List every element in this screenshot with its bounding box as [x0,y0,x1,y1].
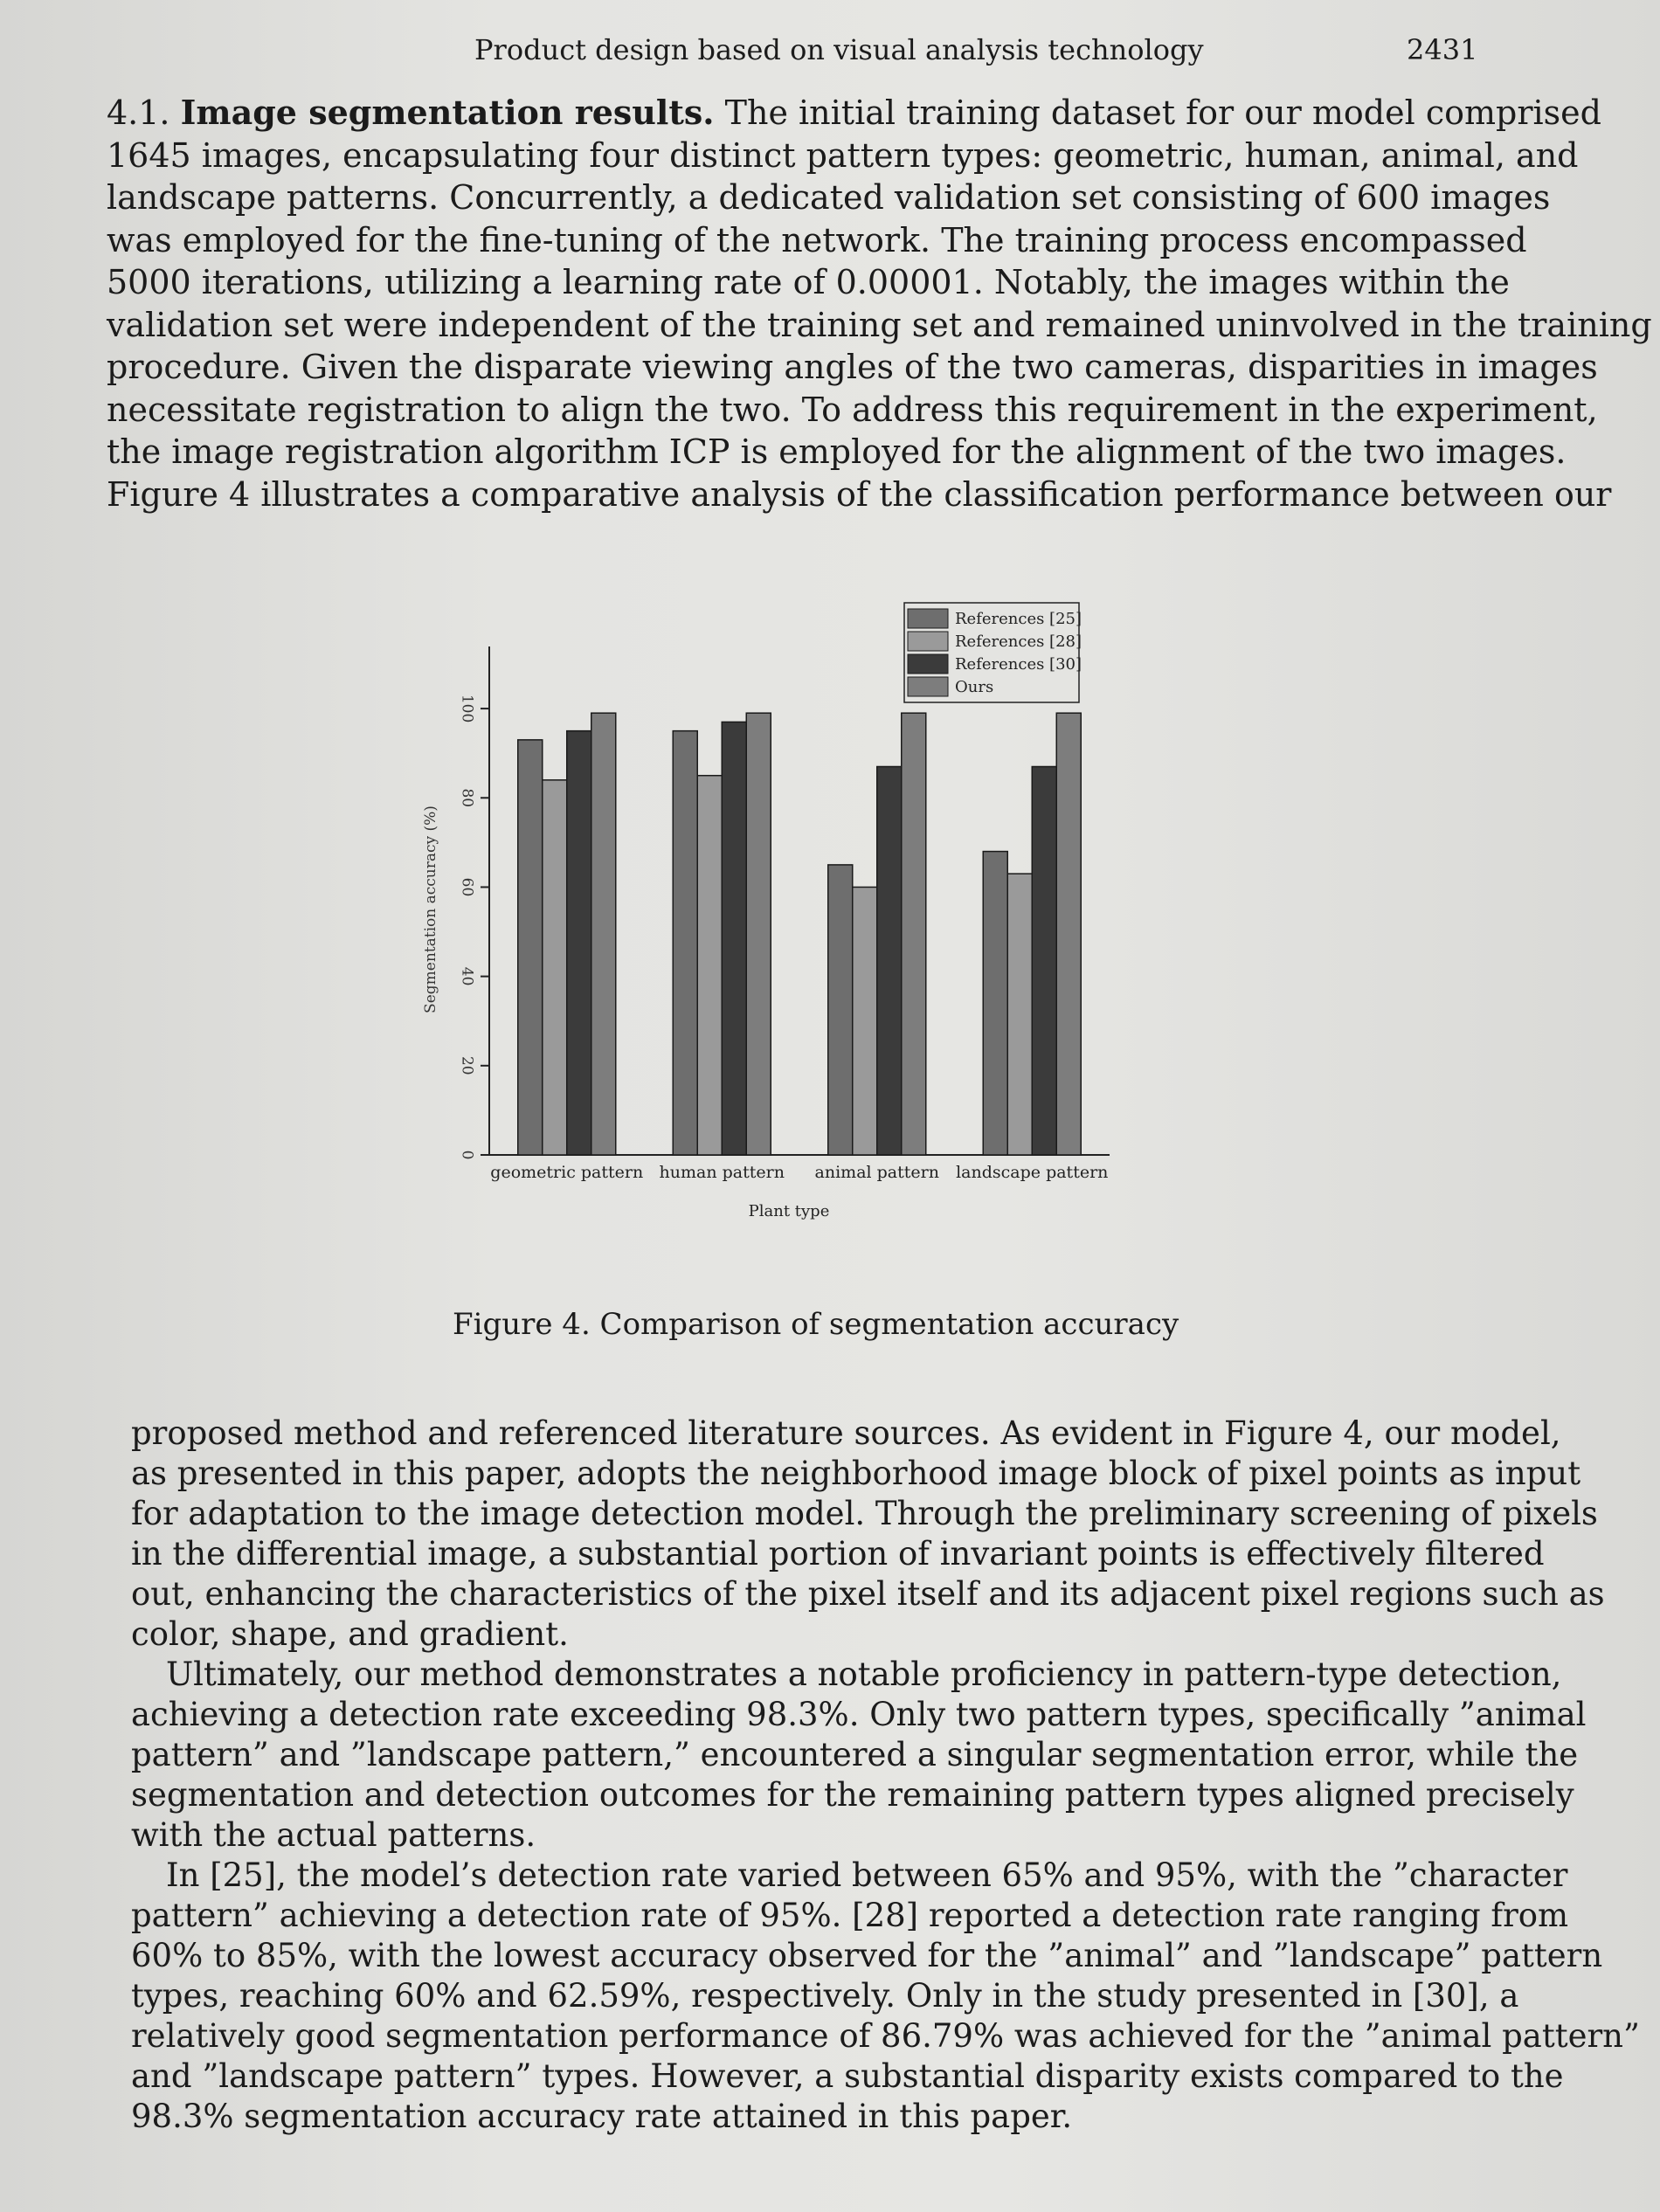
section-text-bottom [131,1414,1640,2137]
x-tick-label: geometric pattern [490,1163,644,1182]
paragraph-line: 5000 iterations, utilizing a learning rate of 0.00001. Notably, the images within the [107,263,1510,301]
bar [877,767,902,1155]
paragraph-line: necessitate registration to align the two. To address this requirement in the experiment, [107,390,1598,429]
paragraph-line: proposed method and referenced literature sources. As evident in Figure 4, our model, [131,1414,1561,1452]
y-tick-label: 80 [458,788,476,808]
page-number: 2431 [1407,33,1478,66]
x-tick-label: landscape pattern [956,1163,1109,1182]
paragraph-line: landscape patterns. Concurrently, a dedicated validation set consisting of 600 images [107,178,1551,217]
paragraph-line: as presented in this paper, adopts the neighborhood image block of pixel points as input [131,1455,1581,1492]
y-tick-label: 0 [458,1150,476,1160]
x-axis-label: Plant type [748,1202,830,1220]
legend-swatch [908,677,948,696]
x-tick-label: human pattern [659,1163,785,1182]
legend-label: References [25] [955,610,1082,628]
legend-label: References [28] [955,632,1082,651]
bar [518,740,543,1155]
paragraph-line: pattern” and ”landscape pattern,” encountered a singular segmentation error, while the [131,1736,1579,1773]
paragraph-line: segmentation and detection outcomes for the remaining pattern types aligned precisely [131,1776,1574,1814]
paragraph-line: relatively good segmentation performance of 86.79% was achieved for the ”animal pattern” [131,2017,1640,2055]
paragraph-line: In [25], the model’s detection rate varied between 65% and 95%, with the ”character [166,1856,1568,1894]
section-text-top [107,92,1652,515]
paragraph-line: validation set were independent of the training set and remained uninvolved in the training [107,305,1652,344]
paragraph-line: out, enhancing the characteristics of the pixel itself and its adjacent pixel regions such as [131,1575,1605,1613]
running-title: Product design based on visual analysis technology [474,33,1204,66]
paragraph-line [107,92,1601,135]
paragraph-line: color, shape, and gradient. [131,1615,569,1653]
bar [697,776,722,1155]
paragraph-line: in the differential image, a substantial portion of invariant points is effectively filtered [131,1535,1545,1573]
legend-label: Ours [955,678,994,696]
y-tick-label: 100 [458,694,476,723]
section-number: 4.1. [107,93,170,132]
paragraph-line: 98.3% segmentation accuracy rate attained in this paper. [131,2098,1073,2135]
paragraph-line: and ”landscape pattern” types. However, a substantial disparity exists compared to the [131,2057,1564,2095]
y-tick-label: 20 [458,1055,476,1075]
paragraph-line: Figure 4 illustrates a comparative analysis of the classification performance between our [107,474,1612,514]
bar-chart [411,585,1162,1249]
bar [673,731,697,1155]
paragraph-line: procedure. Given the disparate viewing angles of the two cameras, disparities in images [107,348,1598,386]
legend-swatch [908,654,948,674]
y-tick-label: 60 [458,877,476,897]
paragraph-line: for adaptation to the image detection model. Through the preliminary screening of pixels [131,1495,1598,1532]
paragraph-line: with the actual patterns. [131,1816,536,1854]
legend-swatch [908,609,948,628]
figure-caption: Figure 4. Comparison of segmentation accuracy [453,1307,1179,1342]
paragraph-line: achieving a detection rate exceeding 98.3%. Only two pattern types, specifically ”animal [131,1696,1587,1733]
y-axis-label: Segmentation accuracy (%) [422,805,439,1013]
paragraph-line: 1645 images, encapsulating four distinct pattern types: geometric, human, animal, and [107,135,1579,175]
bar [1007,874,1032,1155]
bar [722,722,746,1155]
figure-4-chart [411,585,1162,1249]
bar [1032,767,1056,1155]
paragraph-line: the image registration algorithm ICP is employed for the alignment of the two images. [107,432,1567,471]
legend-label: References [30] [955,655,1082,674]
paragraph-text: The initial training dataset for our model comprised [714,93,1601,132]
paragraph-line: Ultimately, our method demonstrates a notable proficiency in pattern-type detection, [166,1656,1562,1693]
paragraph-line: 60% to 85%, with the lowest accuracy observed for the ”animal” and ”landscape” pattern [131,1937,1603,1974]
y-tick-label: 40 [458,966,476,986]
bar [543,780,567,1155]
bar [902,713,926,1155]
paragraph-line: was employed for the fine-tuning of the network. The training process encompassed [107,220,1527,259]
x-tick-label: animal pattern [814,1163,939,1182]
bar [591,713,616,1155]
bar [746,713,771,1155]
paragraph-line: types, reaching 60% and 62.59%, respectively. Only in the study presented in [30], a [131,1977,1519,2015]
section-title: Image segmentation results. [180,93,715,132]
bar [983,852,1007,1155]
bar [567,731,591,1155]
bar [828,865,853,1155]
legend-swatch [908,632,948,651]
paragraph-line: pattern” achieving a detection rate of 95%. [28] reported a detection rate ranging from [131,1897,1569,1934]
bar [1056,713,1081,1155]
bar [853,887,877,1155]
